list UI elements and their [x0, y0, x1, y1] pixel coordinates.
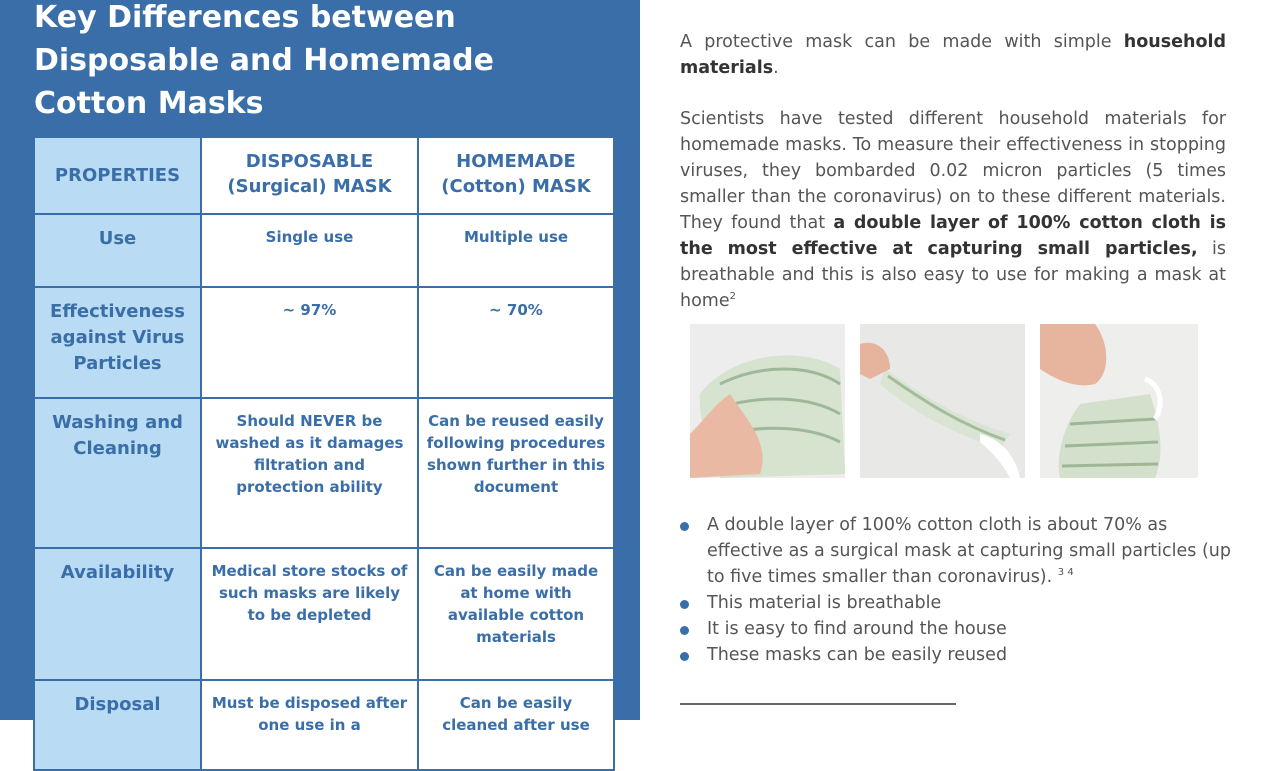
disposable-cell: Should NEVER be washed as it damages filtration and protection ability — [201, 398, 418, 548]
footnote-divider — [680, 703, 956, 705]
bullet-text: This material is breathable — [707, 593, 942, 613]
bullet-icon — [680, 626, 689, 635]
bullet-icon — [680, 652, 689, 661]
disposable-cell: Medical store stocks of such masks are likely to be depleted — [201, 548, 418, 680]
benefits-list — [680, 512, 1240, 668]
property-cell: Effectiveness against Virus Particles — [34, 287, 201, 398]
homemade-cell: Multiple use — [418, 214, 614, 287]
disposable-cell: Single use — [201, 214, 418, 287]
bullet-icon — [680, 522, 689, 531]
page-title: Key Differences between Disposable and Homemade Cotton Masks — [34, 0, 494, 121]
science-text: Scientists have tested different household materials for homemade masks. To measure their effectiveness in stopping viruses, they bombarded 0.02 micron particles (5 times smaller than the coronavirus) on to these different materials. They found that — [680, 109, 1226, 233]
footnote-ref: 2 — [729, 291, 736, 303]
table-row — [34, 287, 614, 398]
property-cell: Availability — [34, 548, 201, 680]
comparison-table — [33, 136, 615, 771]
table-row — [34, 398, 614, 548]
intro-end: . — [773, 58, 779, 78]
bullet-text: A double layer of 100% cotton cloth is about 70% as effective as a surgical mask at capturing small particles (up to five times smaller than coronavirus). — [707, 515, 1231, 587]
table-header-row — [34, 137, 614, 214]
disposable-cell: Must be disposed after one use in a — [201, 680, 418, 770]
list-item — [680, 590, 1240, 616]
bullet-text: These masks can be easily reused — [707, 645, 1008, 665]
list-item — [680, 512, 1240, 590]
property-cell: Use — [34, 214, 201, 287]
science-paragraph — [680, 106, 1226, 314]
intro-text: A protective mask can be made with simple — [680, 32, 1124, 52]
property-cell: Disposal — [34, 680, 201, 770]
bullet-icon — [680, 600, 689, 609]
homemade-cell: Can be easily made at home with available cotton materials — [418, 548, 614, 680]
folded-fabric-mask-photo — [690, 324, 845, 478]
table-row — [34, 548, 614, 680]
table-row — [34, 214, 614, 287]
stretched-fabric-mask-photo — [860, 324, 1025, 478]
footnote-ref: 3 4 — [1057, 567, 1074, 579]
bullet-text: It is easy to find around the house — [707, 619, 1007, 639]
table-row — [34, 680, 614, 770]
intro-paragraph — [680, 29, 1226, 81]
header-disposable: DISPOSABLE (Surgical) MASK — [201, 137, 418, 214]
science-bold-text: a double layer of 100% cotton cloth is the most effective at capturing small particles, — [680, 213, 1226, 259]
header-properties: PROPERTIES — [34, 137, 201, 214]
pleated-fabric-mask-photo — [1040, 324, 1198, 478]
disposable-cell: ~ 97% — [201, 287, 418, 398]
homemade-cell: Can be reused easily following procedures shown further in this document — [418, 398, 614, 548]
homemade-cell: ~ 70% — [418, 287, 614, 398]
left-info-panel — [0, 0, 640, 734]
list-item — [680, 616, 1240, 642]
science-end-text: is breathable and this is also easy to use for making a mask at home — [680, 239, 1226, 311]
header-homemade: HOMEMADE (Cotton) MASK — [418, 137, 614, 214]
intro-bold-text: household materials — [680, 32, 1226, 78]
property-cell: Washing and Cleaning — [34, 398, 201, 548]
list-item — [680, 642, 1240, 668]
homemade-cell: Can be easily cleaned after use — [418, 680, 614, 770]
right-text-panel — [680, 0, 1240, 720]
